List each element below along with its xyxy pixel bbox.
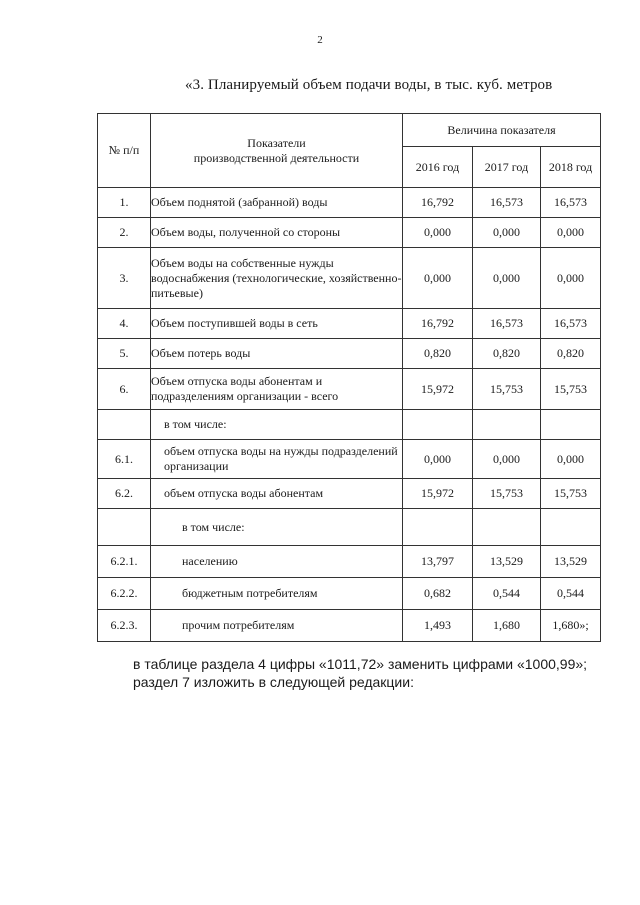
row-indicator: Объем отпуска воды абонентам и подразделениям организации - всего: [151, 369, 403, 410]
header-number: № п/п: [98, 114, 151, 188]
row-number: 6.: [98, 369, 151, 410]
table-row: [98, 218, 601, 248]
row-value-2016: 0,000: [403, 248, 473, 309]
row-value-2018: 0,544: [541, 578, 601, 610]
row-value-2016: 0,000: [403, 440, 473, 479]
header-indicators: [151, 114, 403, 188]
row-value-2016: 0,000: [403, 218, 473, 248]
row-number: 6.2.2.: [98, 578, 151, 610]
row-indicator: объем отпуска воды на нужды подразделений организации: [151, 440, 403, 479]
section-title: «3. Планируемый объем подачи воды, в тыс. куб. метров: [185, 77, 553, 93]
table-row: [98, 188, 601, 218]
table-row: [98, 546, 601, 578]
row-indicator: прочим потребителям: [151, 610, 403, 642]
row-value-2016: 15,972: [403, 479, 473, 509]
row-indicator: бюджетным потребителям: [151, 578, 403, 610]
row-number: 5.: [98, 339, 151, 369]
header-year-2017: 2017 год: [473, 147, 541, 188]
row-indicator: объем отпуска воды абонентам: [151, 479, 403, 509]
row-value-2017: 16,573: [473, 309, 541, 339]
row-value-2016: 0,682: [403, 578, 473, 610]
row-value-2016: 1,493: [403, 610, 473, 642]
row-value-2018: 15,753: [541, 369, 601, 410]
row-number: [98, 509, 151, 546]
row-number: 2.: [98, 218, 151, 248]
row-value-2016: 15,972: [403, 369, 473, 410]
header-year-2018: 2018 год: [541, 147, 601, 188]
table-row: [98, 479, 601, 509]
row-indicator: Объем воды на собственные нужды водоснабжения (технологические, хозяйственно-питьевые): [151, 248, 403, 309]
row-value-2018: [541, 410, 601, 440]
table-header-row: [98, 114, 601, 147]
row-value-2017: 0,820: [473, 339, 541, 369]
row-value-2017: 15,753: [473, 479, 541, 509]
row-value-2018: 0,000: [541, 440, 601, 479]
row-indicator: в том числе:: [151, 410, 403, 440]
row-indicator: Объем поступившей воды в сеть: [151, 309, 403, 339]
row-value-2018: 0,000: [541, 248, 601, 309]
row-value-2016: [403, 509, 473, 546]
row-value-2018: 16,573: [541, 188, 601, 218]
row-value-2017: 16,573: [473, 188, 541, 218]
table-row: [98, 610, 601, 642]
table-row: [98, 509, 601, 546]
row-indicator: в том числе:: [151, 509, 403, 546]
row-value-2016: 16,792: [403, 309, 473, 339]
row-value-2018: 0,000: [541, 218, 601, 248]
row-value-2018: 0,820: [541, 339, 601, 369]
row-indicator: Объем воды, полученной со стороны: [151, 218, 403, 248]
header-value: Величина показателя: [403, 114, 601, 147]
row-value-2018: 1,680»;: [541, 610, 601, 642]
row-value-2017: 0,000: [473, 248, 541, 309]
row-value-2017: 0,000: [473, 440, 541, 479]
row-value-2017: [473, 509, 541, 546]
row-number: 1.: [98, 188, 151, 218]
table-row: [98, 578, 601, 610]
row-number: [98, 410, 151, 440]
row-number: 6.2.: [98, 479, 151, 509]
page-number: 2: [317, 34, 323, 46]
header-year-2016: 2016 год: [403, 147, 473, 188]
row-value-2017: 15,753: [473, 369, 541, 410]
header-indicators-line1: Показатели: [247, 135, 306, 150]
closing-text: [133, 655, 587, 691]
table-row: [98, 248, 601, 309]
table-row: [98, 440, 601, 479]
row-value-2017: 0,000: [473, 218, 541, 248]
table-row: [98, 339, 601, 369]
row-number: 4.: [98, 309, 151, 339]
table-row: [98, 410, 601, 440]
row-value-2016: [403, 410, 473, 440]
row-indicator: Объем потерь воды: [151, 339, 403, 369]
table-row: [98, 309, 601, 339]
row-value-2017: 1,680: [473, 610, 541, 642]
row-value-2016: 13,797: [403, 546, 473, 578]
row-indicator: Объем поднятой (забранной) воды: [151, 188, 403, 218]
row-value-2016: 0,820: [403, 339, 473, 369]
row-value-2018: 16,573: [541, 309, 601, 339]
row-value-2017: 0,544: [473, 578, 541, 610]
row-number: 3.: [98, 248, 151, 309]
row-value-2018: 13,529: [541, 546, 601, 578]
row-value-2016: 16,792: [403, 188, 473, 218]
indicators-table: [97, 113, 601, 642]
row-value-2017: [473, 410, 541, 440]
row-value-2018: 15,753: [541, 479, 601, 509]
row-value-2017: 13,529: [473, 546, 541, 578]
header-indicators-line2: производственной деятельности: [193, 150, 360, 165]
table-row: [98, 369, 601, 410]
closing-line-2: раздел 7 изложить в следующей редакции:: [133, 674, 414, 690]
row-indicator: населению: [151, 546, 403, 578]
row-number: 6.2.3.: [98, 610, 151, 642]
row-value-2018: [541, 509, 601, 546]
closing-line-1: в таблице раздела 4 цифры «1011,72» заменить цифрами «1000,99»;: [133, 656, 588, 672]
row-number: 6.1.: [98, 440, 151, 479]
row-number: 6.2.1.: [98, 546, 151, 578]
